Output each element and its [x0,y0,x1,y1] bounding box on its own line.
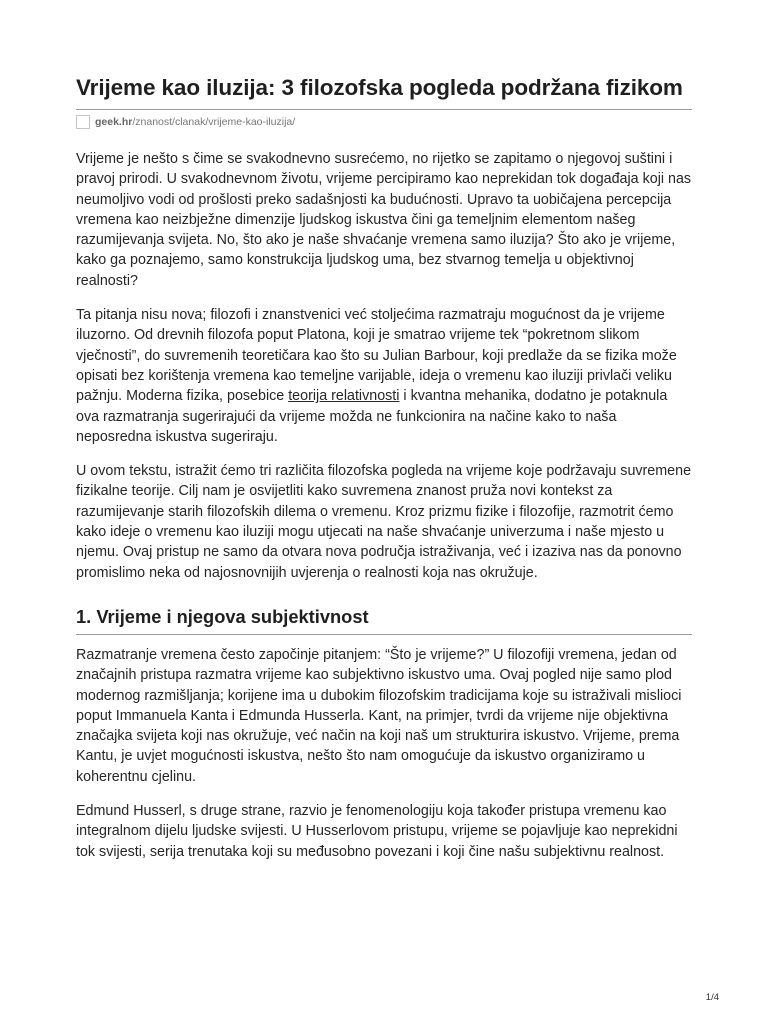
relativity-theory-link[interactable]: teorija relativnosti [288,388,400,405]
section-divider [76,634,692,635]
paragraph-text: Ta pitanja nisu nova; filozofi i znanstvenici već stoljećima razmatraju mogućnost da je vrijeme iluzorno. Od drevnih filozofa poput Platona, koji je smatrao vrijeme tek “pokretnom slikom vječnosti”, do suvremenih teoretičara kao što su Julian Barbour, koji predlaže da se fizika može opisati bez korištenja vremena kao temeljne varijable, ideja o vremenu kao iluziji privlači veliku pažnju. Moderna fizika, posebice [76,307,677,405]
article [76,74,692,862]
source-path: /znanost/clanak/vrijeme-kao-iluzija/ [132,116,296,128]
source-line [76,114,692,130]
section-paragraph-2: Edmund Husserl, s druge strane, razvio je fenomenologiju koja također pristupa vremenu kao integralnom dijelu ljudske svijesti. U Husserlovom pristupu, vrijeme se pojavljuje kao neprekidni tok svijesti, serija trenutaka koji su međusobno povezani i koji čine našu subjektivnu realnost. [76,803,678,860]
page-number: 1/4 [705,992,719,1003]
section-heading: 1. Vrijeme i njegova subjektivnost [76,605,369,627]
paragraph-text: i kvantna mehanika, dodatno je potaknula ova razmatranja sugerirajući da vrijeme možda ne funkcionira na načine kako to naša neposredna iskustva sugeriraju. [76,388,668,445]
intro-paragraph-2 [76,305,692,447]
favicon-placeholder-icon [76,115,90,129]
intro-paragraph-3: U ovom tekstu, istražit ćemo tri različita filozofska pogleda na vrijeme koje podržavaju suvremene fizikalne teorije. Cilj nam je osvijetliti kako suvremena znanost pruža novi kontekst za razumijevanje starih filozofskih dilema o vremenu. Kroz prizmu fizike i filozofije, razmotrit ćemo kako ideje o vremenu kao iluziji mogu utjecati na naše shvaćanje univerzuma i naše mjesto u njemu. Ovaj pristup ne samo da otvara nova područja istraživanja, već i izaziva nas da ponovno promislimo neka od najosnovnijih uvjerenja o realnosti koja nas okružuje. [76,463,692,581]
source-domain: geek.hr [95,116,133,128]
intro-paragraph-1: Vrijeme je nešto s čime se svakodnevno susrećemo, no rijetko se zapitamo o njegovoj suštini i pravoj prirodi. U svakodnevnom životu, vrijeme percipiramo kao neprekidan tok događaja koji nas neumoljivo vodi od prošlosti preko sadašnjosti ka budućnosti. Upravo ta uobičajena percepcija vremena kao neizbježne dimenzije ljudskog iskustva čini ga temeljnim elementom našeg razumijevanja svijeta. No, što ako je naše shvaćanje vremena samo iluzija? Što ako je vrijeme, kako ga poznajemo, samo konstrukcija ljudskog uma, bez stvarnog temelja u objektivnoj realnosti? [76,151,692,289]
source-url[interactable] [95,116,295,128]
section-paragraph-1: Razmatranje vremena često započinje pitanjem: “Što je vrijeme?” U filozofiji vremena, jedan od značajnih pristupa razmatra vrijeme kao subjektivno iskustvo uma. Ovaj pogled nije samo plod modernog razmišljanja; korijene ima u dubokim filozofskim tradicijama koje su istraživali mislioci poput Immanuela Kanta i Edmunda Husserla. Kant, na primjer, tvrdi da vrijeme nije objektivna značajka svijeta koji nas okružuje, već način na koji naš um strukturira iskustvo. Vrijeme, prema Kantu, je uvjet mogućnosti iskustva, nešto što nam omogućuje da iskustvo organiziramo u koherentnu cjelinu. [76,646,682,785]
title-divider [76,109,692,110]
article-title: Vrijeme kao iluzija: 3 filozofska pogleda podržana fizikom [76,75,683,100]
